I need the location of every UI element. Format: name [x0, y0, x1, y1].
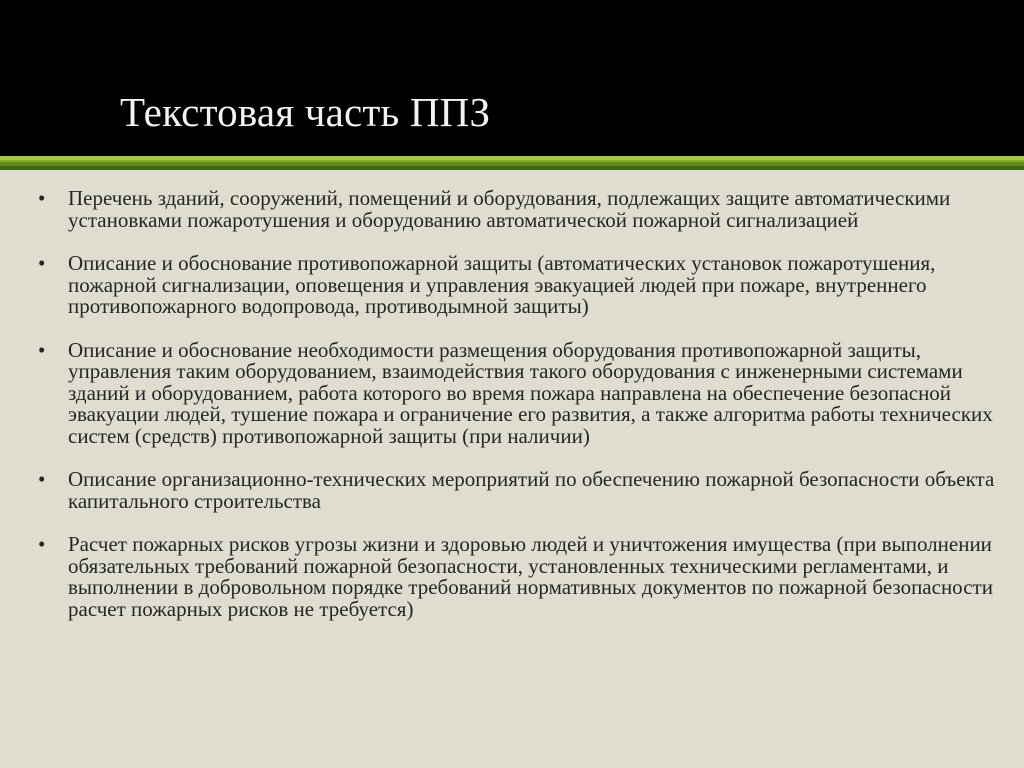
bullet-dot-icon: •: [38, 467, 46, 491]
bullet-item: [38, 469, 998, 512]
bullet-text: Описание и обоснование необходимости размещения оборудования противопожарной защиты, управления таким оборудованием, взаимодействия такого оборудования с инженерными системами зданий и оборудованием, работа которого во время пожара направлена на обеспечение безопасной эвакуации людей, тушение пожара и ограничение его развития, а также алгоритма работы технических систем (средств) противопожарной защиты (при наличии): [68, 337, 993, 448]
bullet-text: Описание организационно-технических мероприятий по обеспечению пожарной безопасности объекта капитального строительства: [68, 467, 995, 513]
bullet-dot-icon: •: [38, 251, 46, 275]
green-divider-stripe: [0, 156, 1024, 170]
bullet-text: Расчет пожарных рисков угрозы жизни и здоровью людей и уничтожения имущества (при выполнении обязательных требований пожарной безопасности, установленных техническими регламентами, и выполнении в добровольном порядке требований нормативных документов по пожарной безопасности расчет пожарных рисков не требуется): [68, 532, 993, 621]
slide-header: [0, 0, 1024, 156]
slide-content: [0, 170, 1024, 768]
bullet-dot-icon: •: [38, 532, 46, 556]
bullet-text: Описание и обоснование противопожарной защиты (автоматических установок пожаротушения, пожарной сигнализации, оповещения и управления эвакуацией людей при пожаре, внутреннего противопожарного водопровода, противодымной защиты): [68, 251, 936, 318]
bullet-item: [38, 337, 998, 448]
bullet-dot-icon: •: [38, 186, 46, 210]
bullet-item: [38, 534, 998, 620]
bullet-item: [38, 253, 998, 318]
slide-title: Текстовая часть ППЗ: [120, 89, 491, 135]
bullet-list: [38, 188, 998, 642]
bullet-dot-icon: •: [38, 337, 46, 362]
bullet-item: [38, 188, 998, 231]
bullet-text: Перечень зданий, сооружений, помещений и оборудования, подлежащих защите автоматическими установками пожаротушения и оборудованию автоматической пожарной сигнализацией: [68, 186, 951, 232]
